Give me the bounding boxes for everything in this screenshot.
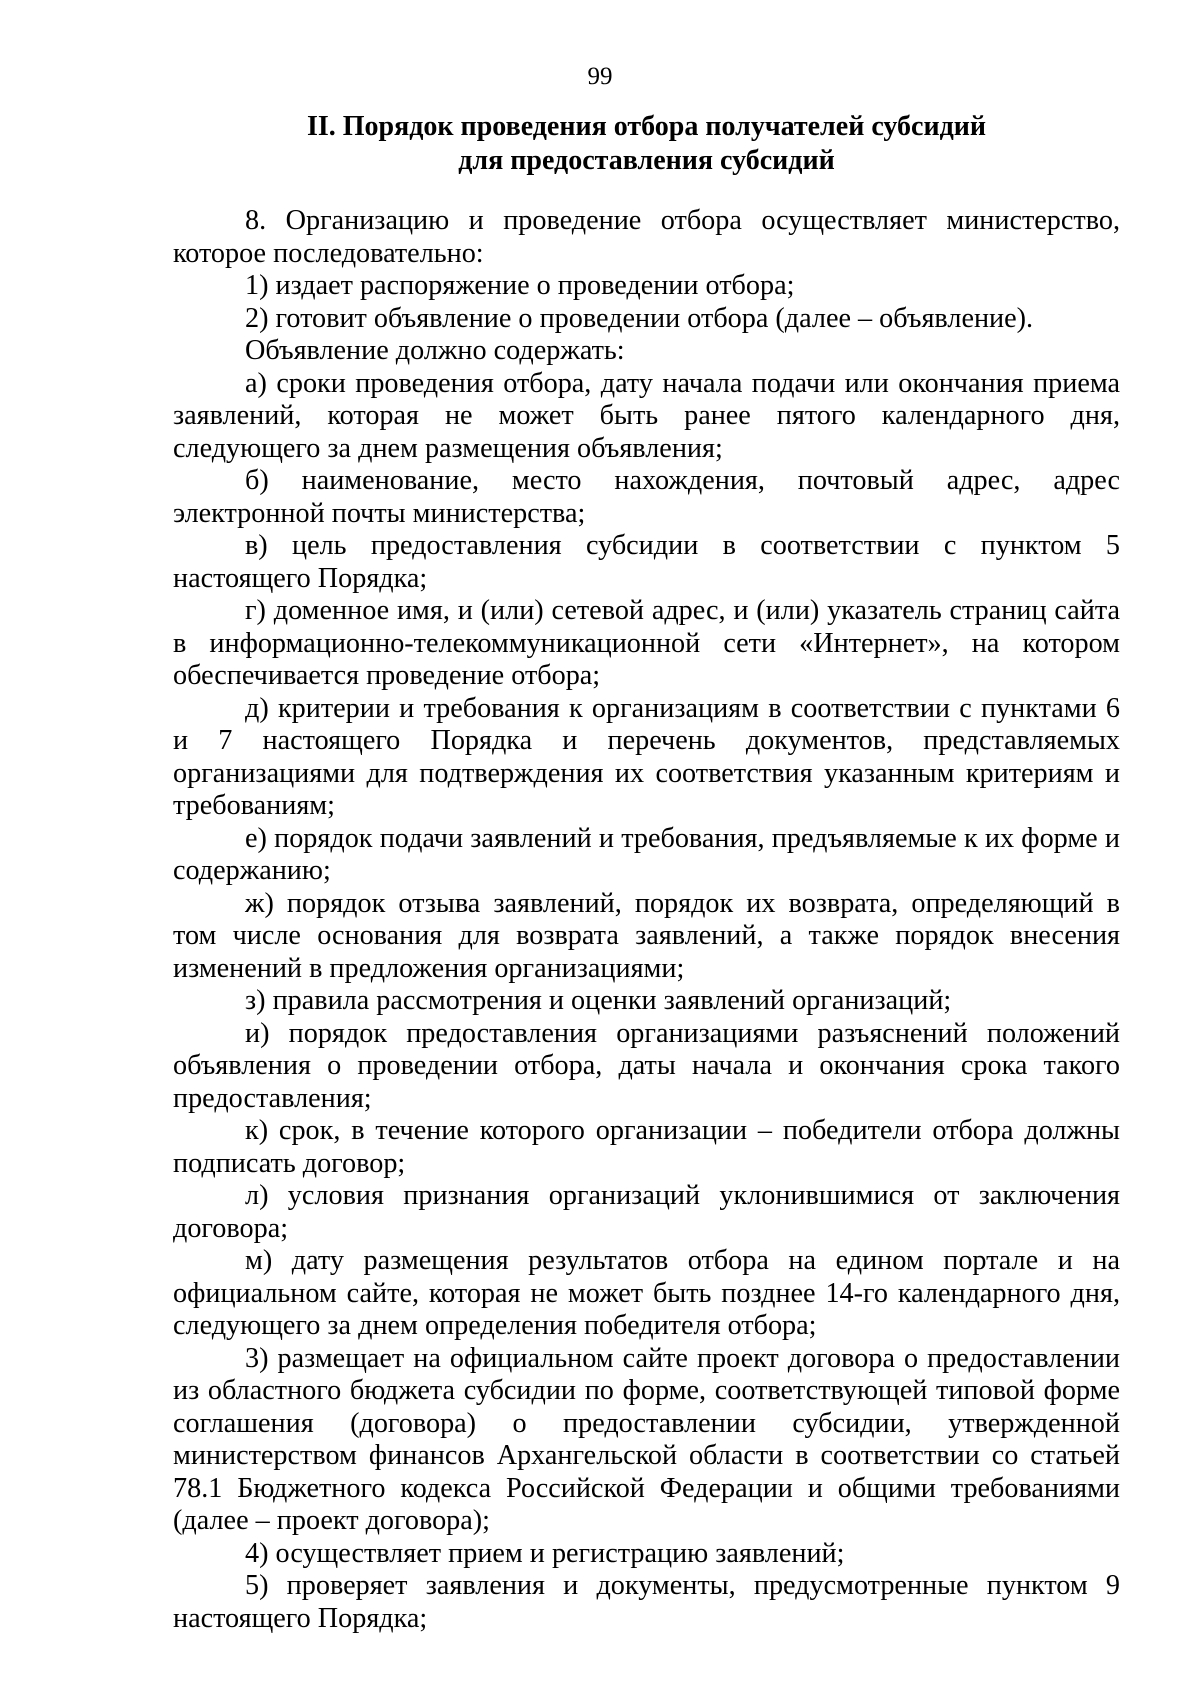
paragraph: 1) издает распоряжение о проведении отбора; — [245, 270, 795, 301]
paragraph: 3) размещает на официальном сайте проект договора о предоставлении из областного бюджета субсидии по форме, соответствующей типовой форме соглашения (договора) о предоставлении субсидии, утвержденной министерством финансов Архангельской области в соответствии со статьей 78.1 Бюджетного кодекса Российской Федерации и общими требованиями (далее – проект договора); — [173, 1342, 1120, 1536]
paragraph: к) срок, в течение которого организации – победители отбора должны подписать договор; — [173, 1115, 1120, 1179]
paragraph: г) доменное имя, и (или) сетевой адрес, и (или) указатель страниц сайта в информационно-телекоммуникационной сети «Интернет», на котором обеспечивается проведение отбора; — [173, 595, 1120, 691]
page-number: 99 — [587, 63, 613, 90]
paragraph: 8. Организацию и проведение отбора осуществляет министерство, которое последовательно: — [173, 205, 1120, 269]
paragraph: а) сроки проведения отбора, дату начала подачи или окончания приема заявлений, которая не может быть ранее пятого календарного дня, следующего за днем размещения объявления; — [173, 367, 1120, 464]
paragraph: 5) проверяет заявления и документы, предусмотренные пунктом 9 настоящего Порядка; — [173, 1570, 1120, 1634]
paragraph: л) условия признания организаций уклонившимися от заключения договора; — [173, 1180, 1120, 1244]
paragraph: з) правила рассмотрения и оценки заявлений организаций; — [245, 985, 952, 1016]
section-title-line-1: II. Порядок проведения отбора получателей субсидий — [306, 111, 987, 142]
document-body — [173, 205, 1120, 1635]
paragraph: е) порядок подачи заявлений и требования, предъявляемые к их форме и содержанию; — [173, 822, 1120, 886]
paragraph: 4) осуществляет прием и регистрацию заявлений; — [245, 1537, 845, 1569]
paragraph: ж) порядок отзыва заявлений, порядок их возврата, определяющий в том числе основания для возврата заявлений, а также порядок внесения изменений в предложения организациями; — [173, 887, 1120, 984]
paragraph: б) наименование, место нахождения, почтовый адрес, адрес электронной почты министерства; — [173, 465, 1120, 529]
paragraph: 2) готовит объявление о проведении отбора (далее – объявление). — [245, 302, 1034, 334]
section-title-line-2: для предоставления субсидий — [458, 145, 835, 176]
section-title — [173, 110, 1120, 178]
paragraph: м) дату размещения результатов отбора на едином портале и на официальном сайте, которая не может быть позднее 14-го календарного дня, следующего за днем определения победителя отбора; — [173, 1245, 1120, 1341]
paragraph: Объявление должно содержать: — [245, 335, 625, 366]
paragraph: и) порядок предоставления организациями разъяснений положений объявления о проведении отбора, даты начала и окончания срока такого предоставления; — [173, 1017, 1120, 1114]
paragraph: д) критерии и требования к организациям в соответствии с пунктами 6 и 7 настоящего Порядка и перечень документов, представляемых организациями для подтверждения их соответствия указанным критериям и требованиям; — [173, 692, 1120, 821]
paragraph: в) цель предоставления субсидии в соответствии с пунктом 5 настоящего Порядка; — [173, 530, 1120, 594]
